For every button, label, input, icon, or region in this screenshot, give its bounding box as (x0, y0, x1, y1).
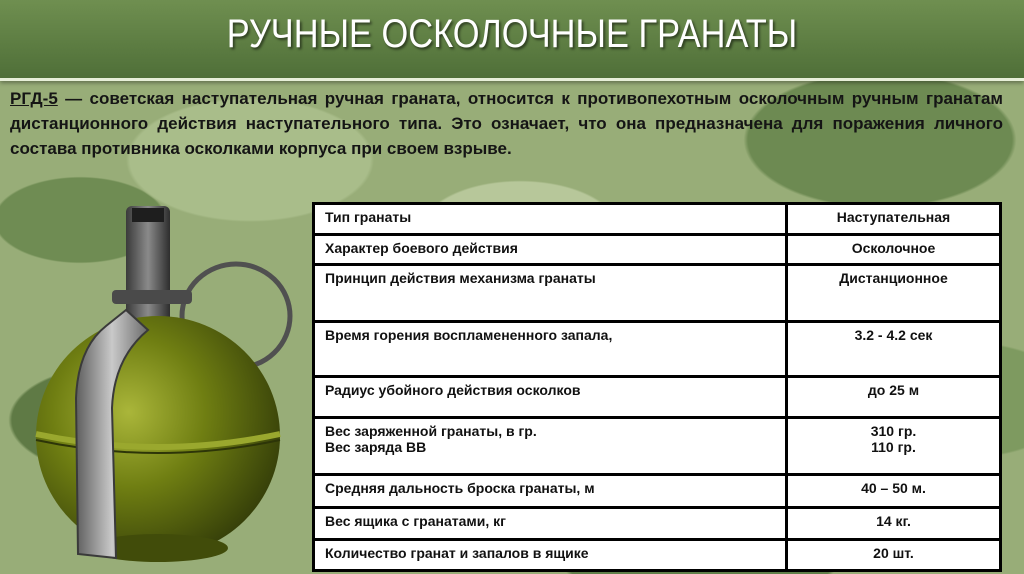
spec-label: Время горения воспламененного запала, (314, 322, 787, 377)
spec-label: Количество гранат и запалов в ящике (314, 540, 787, 571)
table-row (314, 540, 1001, 571)
spec-label: Характер боевого действия (314, 234, 787, 265)
spec-value: 20 шт. (787, 540, 1001, 571)
page-title: РУЧНЫЕ ОСКОЛОЧНЫЕ ГРАНАТЫ (226, 12, 798, 56)
table-row (314, 475, 1001, 508)
spec-label: Тип гранаты (314, 204, 787, 235)
spec-label: Вес ящика с гранатами, кг (314, 507, 787, 540)
title-bar (0, 0, 1024, 81)
spec-label-line: Вес заряженной гранаты, в гр. (325, 423, 537, 440)
spec-value (787, 418, 1001, 475)
spec-value-line: 110 гр. (871, 439, 916, 456)
table-row (314, 234, 1001, 265)
spec-label: Средняя дальность броска гранаты, м (314, 475, 787, 508)
spec-value: Осколочное (787, 234, 1001, 265)
spec-label (314, 418, 787, 475)
table-row (314, 265, 1001, 322)
table-row (314, 322, 1001, 377)
specs-table (312, 202, 1002, 572)
table-row (314, 377, 1001, 418)
spec-value: 40 – 50 м. (787, 475, 1001, 508)
spec-value: Наступательная (787, 204, 1001, 235)
spec-label: Принцип действия механизма гранаты (314, 265, 787, 322)
spec-value-line: 310 гр. (870, 423, 917, 440)
intro-term: РГД-5 (10, 89, 58, 108)
grenade-illustration (8, 198, 308, 574)
spec-value: 3.2 - 4.2 сек (787, 322, 1001, 377)
intro-text: — советская наступательная ручная граната, относится к противопехотным осколочным ручным гранатам дистанционного действия наступательного типа. Это означает, что она предназначена для поражения личного состава противника осколками корпуса при своем взрыве. (10, 89, 1003, 158)
table-row (314, 418, 1001, 475)
table-row (314, 507, 1001, 540)
spec-value: Дистанционное (787, 265, 1001, 322)
spec-value: до 25 м (787, 377, 1001, 418)
table-row (314, 204, 1001, 235)
spec-value: 14 кг. (787, 507, 1001, 540)
spec-label: Радиус убойного действия осколков (314, 377, 787, 418)
intro-paragraph (10, 86, 1003, 161)
spec-label-line: Вес заряда ВВ (325, 439, 427, 456)
